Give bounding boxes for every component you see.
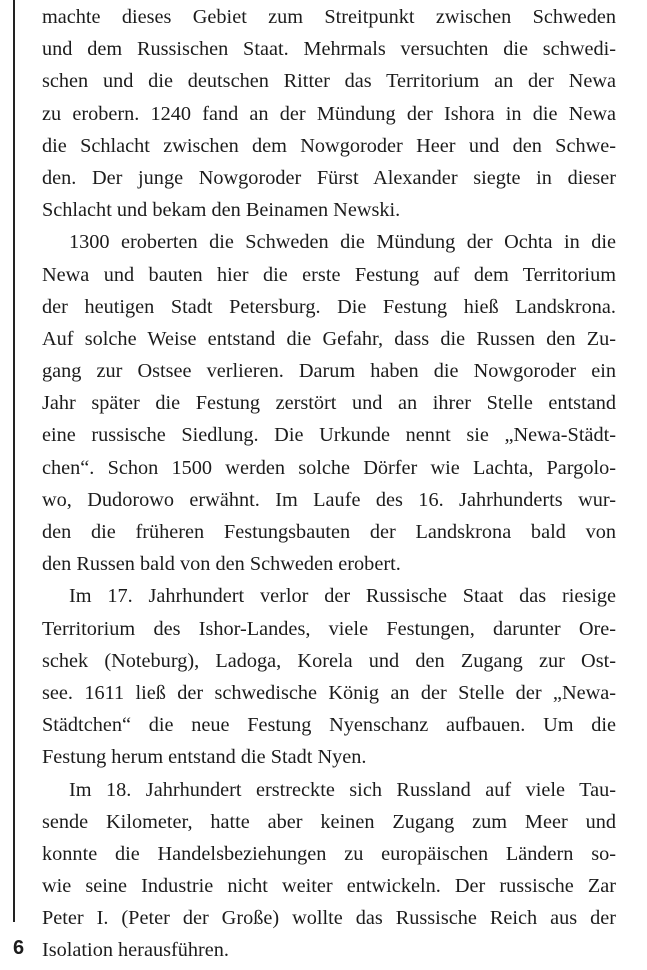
text-line: zu erobern. 1240 fand an der Mündung der Ishora in die Newa bbox=[42, 102, 616, 125]
text-line: und dem Russischen Staat. Mehrmals versuchten die schwedi- bbox=[42, 38, 616, 61]
body-text bbox=[42, 1, 616, 967]
text-line: Schlacht und bekam den Beinamen Newski. bbox=[42, 199, 401, 222]
text-line: Newa und bauten hier die erste Festung auf dem Territorium bbox=[42, 263, 616, 286]
text-line: eine russische Siedlung. Die Urkunde nennt sie „Newa-Städt- bbox=[42, 424, 616, 447]
text-line: Im 17. Jahrhundert verlor der Russische Staat das riesige bbox=[69, 585, 616, 608]
text-line: machte dieses Gebiet zum Streitpunkt zwischen Schweden bbox=[42, 6, 616, 28]
text-line: den die früheren Festungsbauten der Landskrona bald von bbox=[42, 521, 616, 543]
text-line: Festung herum entstand die Stadt Nyen. bbox=[42, 746, 367, 769]
text-line: Jahr später die Festung zerstört und an ihrer Stelle entstand bbox=[42, 392, 616, 415]
text-line: Im 18. Jahrhundert erstreckte sich Russland auf viele Tau- bbox=[69, 778, 616, 801]
text-line: chen“. Schon 1500 werden solche Dörfer wie Lachta, Pargolo- bbox=[42, 456, 616, 479]
text-line: 1300 eroberten die Schweden die Mündung der Ochta in die bbox=[69, 231, 616, 254]
text-line: den. Der junge Nowgoroder Fürst Alexander siegte in dieser bbox=[42, 166, 616, 189]
text-line: gang zur Ostsee verlieren. Darum haben die Nowgoroder ein bbox=[42, 360, 616, 383]
text-line: see. 1611 ließ der schwedische König an der Stelle der „Newa- bbox=[42, 681, 616, 704]
page-number: 6 bbox=[13, 937, 25, 959]
text-line: schek (Noteburg), Ladoga, Korela und den Zugang zur Ost- bbox=[42, 649, 616, 672]
text-line: sende Kilometer, hatte aber keinen Zugang zum Meer und bbox=[42, 810, 616, 833]
text-line: Städtchen“ die neue Festung Nyenschanz aufbauen. Um die bbox=[42, 714, 616, 737]
text-line: Territorium des Ishor-Landes, viele Festungen, darunter Ore- bbox=[42, 617, 616, 640]
text-line: Isolation herausführen. bbox=[42, 939, 229, 962]
text-line: die Schlacht zwischen dem Nowgoroder Heer und den Schwe- bbox=[42, 134, 616, 157]
text-line: wie seine Industrie nicht weiter entwickeln. Der russische Zar bbox=[42, 875, 616, 898]
text-line: schen und die deutschen Ritter das Territorium an der Newa bbox=[42, 70, 616, 93]
text-line: Peter I. (Peter der Große) wollte das Russische Reich aus der bbox=[42, 907, 616, 930]
text-line: konnte die Handelsbeziehungen zu europäischen Ländern so- bbox=[42, 842, 616, 865]
text-line: wo, Dudorowo erwähnt. Im Laufe des 16. Jahrhunderts wur- bbox=[42, 488, 616, 511]
text-line: den Russen bald von den Schweden erobert. bbox=[42, 553, 401, 576]
margin-rule bbox=[13, 0, 15, 922]
text-line: Auf solche Weise entstand die Gefahr, dass die Russen den Zu- bbox=[42, 327, 616, 350]
text-line: der heutigen Stadt Petersburg. Die Festung hieß Landskrona. bbox=[42, 295, 616, 318]
